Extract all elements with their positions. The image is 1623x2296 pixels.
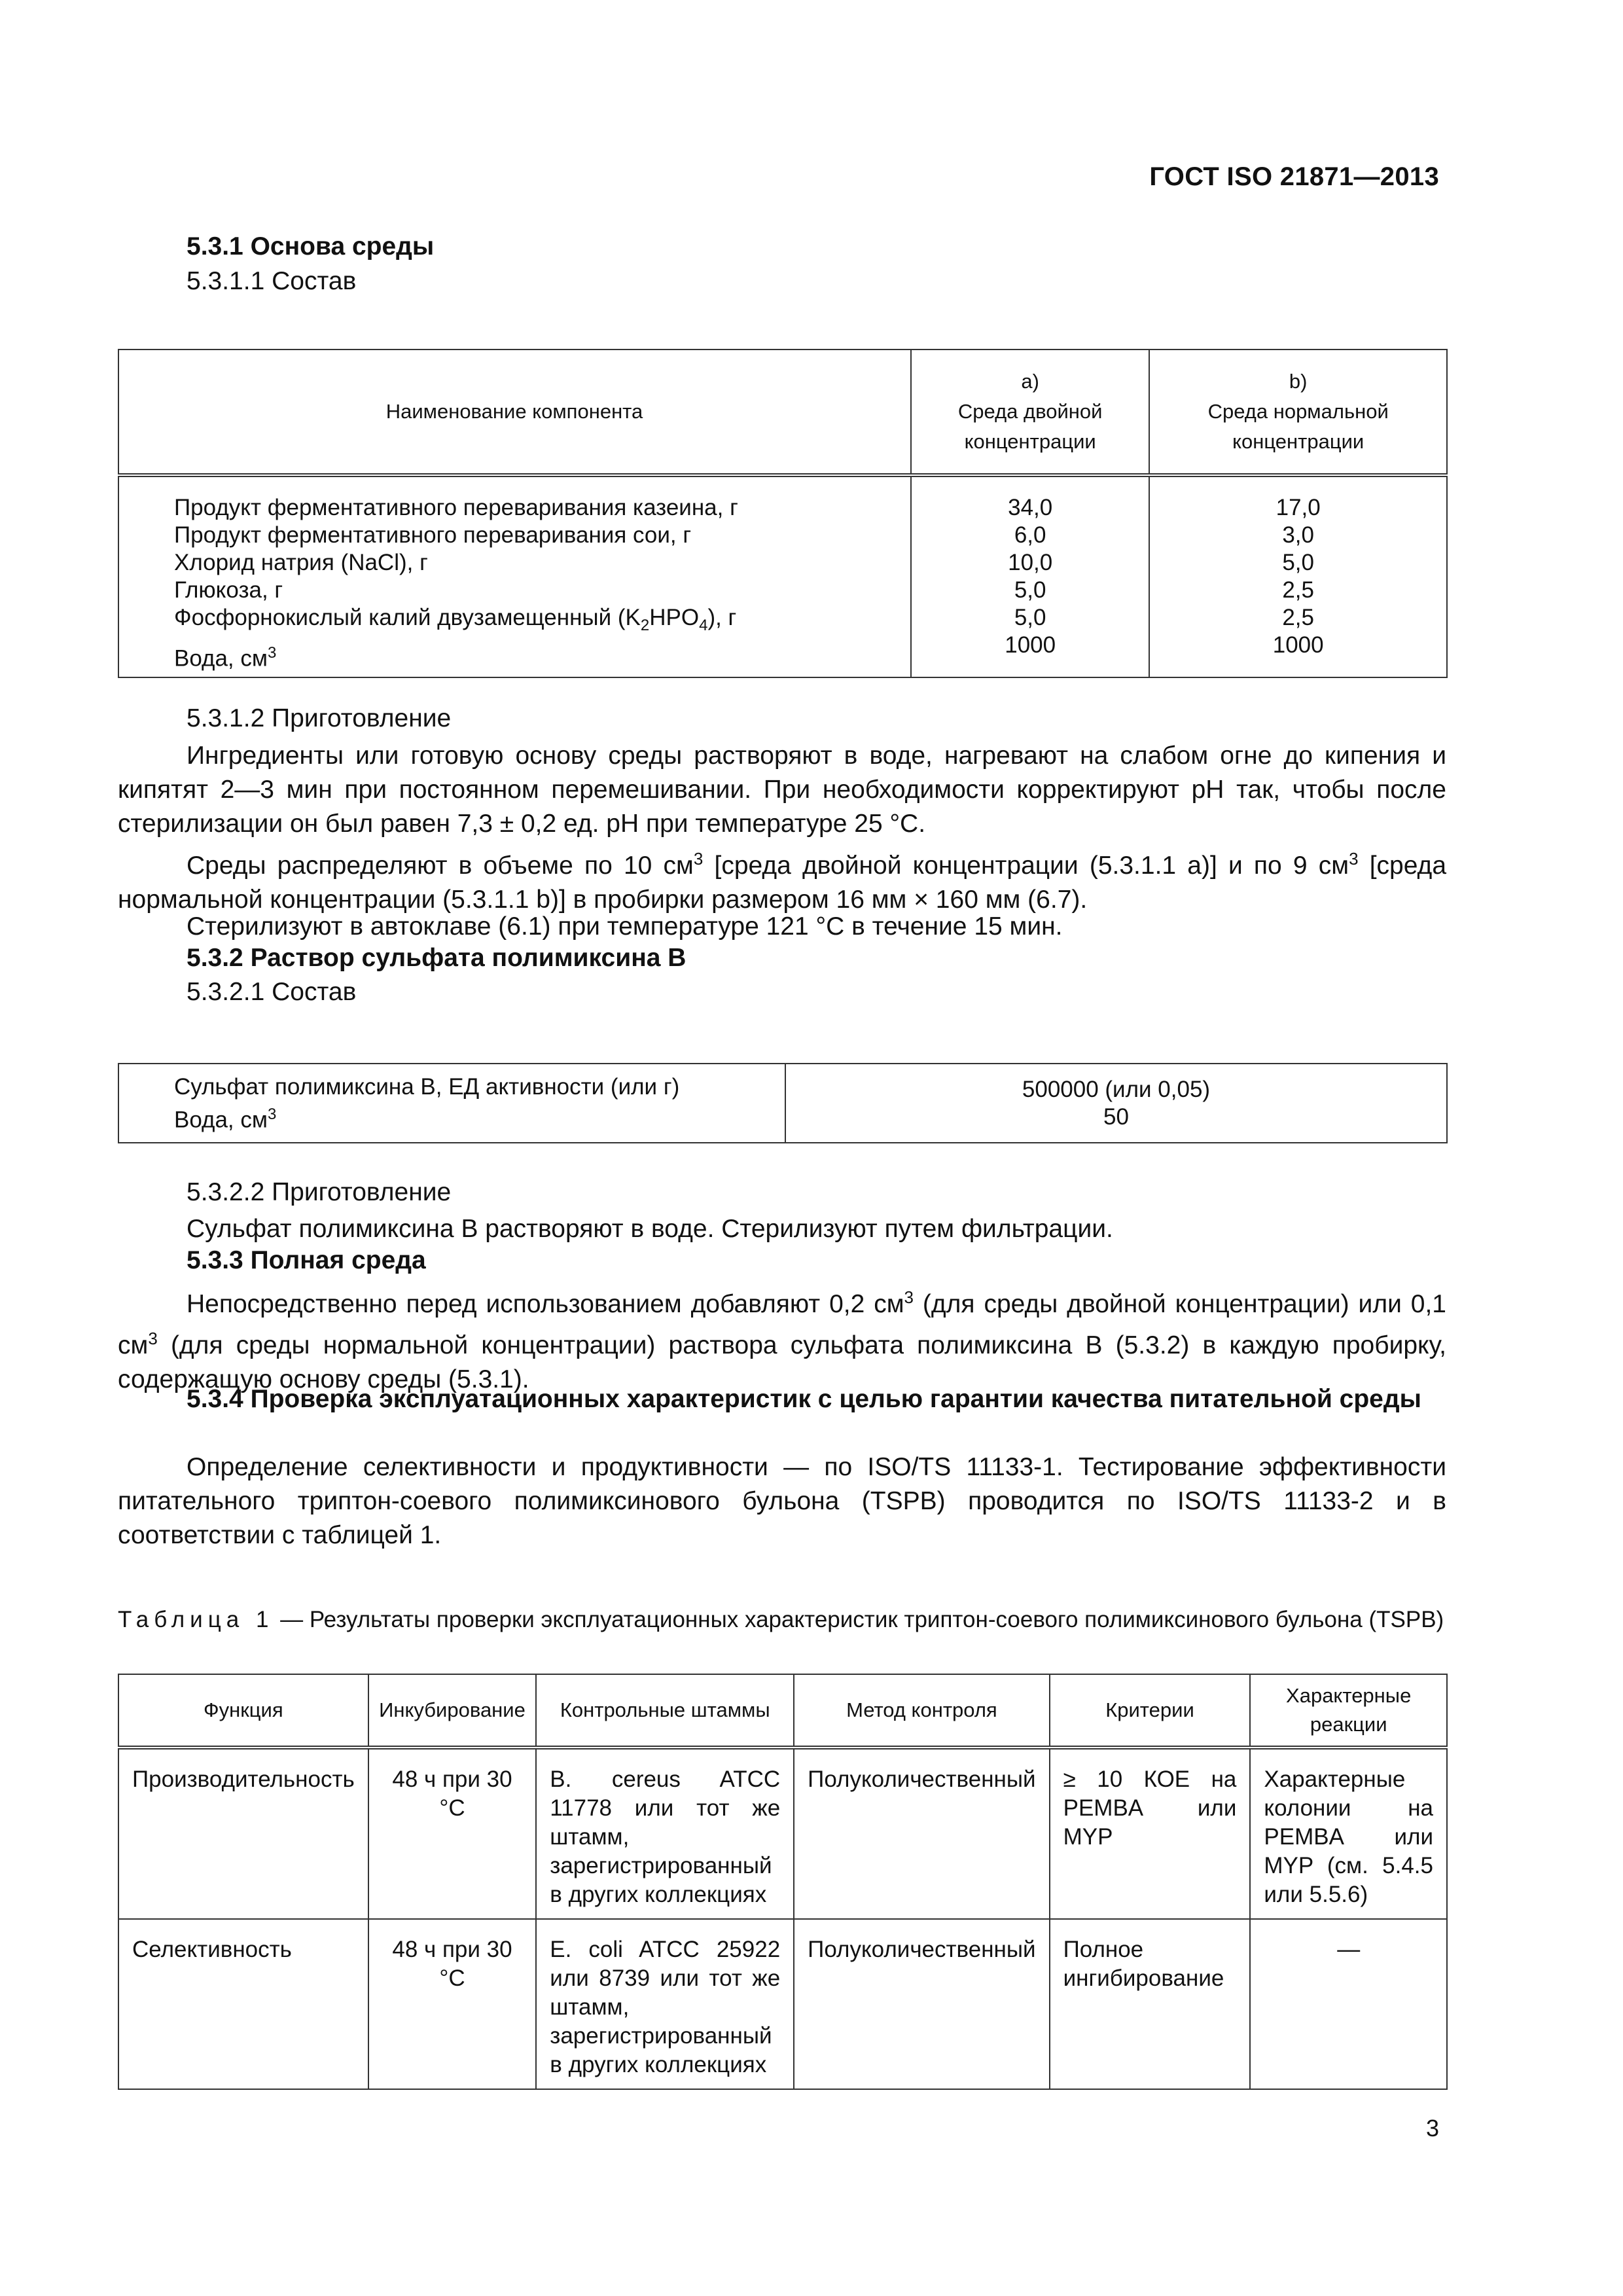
table-cell: 48 ч при 30 °C (368, 1748, 537, 1919)
component-name: Фосфорнокислый калий двузамещенный $(K_2HPO_4)$, г (174, 605, 737, 634)
table-cell: 48 ч при 30 °C (368, 1919, 537, 2089)
subsection-heading-5-3-1-1: 5.3.1.1 Состав (187, 267, 357, 295)
performance-table (118, 1674, 1448, 2090)
polymyxin-table (118, 1063, 1448, 1143)
section-heading-5-3-2: 5.3.2 Раствор сульфата полимиксина В (187, 944, 687, 972)
column-header-strains: Контрольные штаммы (536, 1674, 794, 1748)
table-cell: B. cereus ATCC 11778 или тот же штамм, зарегистрированный в других коллекциях (536, 1748, 794, 1919)
column-header-component: Наименование компонента (118, 350, 911, 475)
table-cell: Производительность (118, 1748, 368, 1919)
section-heading-5-3-1: 5.3.1 Основа среды (187, 232, 435, 260)
column-header-criteria: Критерии (1050, 1674, 1251, 1748)
table-row (118, 1919, 1447, 2089)
column-header-reactions: Характерные реакции (1250, 1674, 1447, 1748)
section-heading-5-3-4: 5.3.4 Проверка эксплуатационных характеристик с целью гарантии качества питательной среды (187, 1385, 1421, 1413)
column-header-incubation: Инкубирование (368, 1674, 537, 1748)
table-row (118, 1748, 1447, 1919)
component-names (118, 475, 911, 677)
table-caption: Таблица 1 — Результаты проверки эксплуатационных характеристик триптон-соевого полимиксинового бульона (TSPB) (118, 1607, 1444, 1632)
component-name: Продукт ферментативного переваривания казеина, г (174, 495, 738, 520)
paragraph-sterilization: Стерилизуют в автоклаве (6.1) при температуре 121 °C в течение 15 мин. (187, 912, 1063, 941)
paragraph-complete-medium: Непосредственно перед использованием добавляют 0,2 $см^3$ (для среды двойной концентрации) или 0,1 $см^3$ (для среды нормальной концентрации) раствора сульфата полимиксина В (5.3.2) в каждую пробирку, содержащую основу среды (5.3.1). (118, 1287, 1446, 1393)
table-row (118, 1064, 1447, 1143)
paragraph-preparation: Ингредиенты или готовую основу среды растворяют в воде, нагревают на слабом огне до кипения и кипятят 2—3 мин при постоянном перемешивании. При необходимости корректируют pH так, чтобы после стерилизации он был равен 7,3 ± 0,2 ед. pH при температуре 25 °C. (118, 742, 1446, 838)
column-header-double: a) Среда двойной концентрации (911, 350, 1149, 475)
paragraph-quality-control: Определение селективности и продуктивности — по ISO/TS 11133-1. Тестирование эффективности питательного триптон-соевого полимиксинового бульона (TSPB) проводится по ISO/TS 11133-2 и в соответствии с таблицей 1. (118, 1453, 1446, 1549)
table-cell: — (1250, 1919, 1447, 2089)
table-cell: E. coli ATCC 25922 или 8739 или тот же штамм, зарегистрированный в других коллекциях (536, 1919, 794, 2089)
polymyxin-values: 500000 (или 0,05) 50 (785, 1064, 1447, 1143)
column-header-function: Функция (118, 1674, 368, 1748)
column-header-method: Метод контроля (794, 1674, 1049, 1748)
composition-table (118, 349, 1448, 678)
table-cell: Характерные колонии на PEMBA или MYP (см. 5.4.5 или 5.5.6) (1250, 1748, 1447, 1919)
page-number: 3 (1425, 2115, 1439, 2142)
component-name: Вода, $см^3$ (174, 644, 277, 672)
subsection-heading-5-3-2-2: 5.3.2.2 Приготовление (187, 1178, 452, 1206)
component-name: Глюкоза, г (174, 577, 283, 603)
polymyxin-components: Сульфат полимиксина В, ЕД активности (или г) Вода, $см^3$ (118, 1064, 785, 1143)
component-name: Хлорид натрия (NaCl), г (174, 550, 428, 575)
section-heading-5-3-3: 5.3.3 Полная среда (187, 1246, 426, 1274)
component-name: Продукт ферментативного переваривания сои, г (174, 522, 692, 548)
table-cell: Селективность (118, 1919, 368, 2089)
table-cell: ≥ 10 КОЕ на PEMBA или MYP (1050, 1748, 1251, 1919)
table-body-row (118, 475, 1447, 677)
table-cell: Полуколичественный (794, 1919, 1049, 2089)
table-cell: Полное ингибирование (1050, 1919, 1251, 2089)
column-header-normal: b) Среда нормальной концентрации (1149, 350, 1447, 475)
double-concentration-values: 34,0 6,0 10,0 5,0 5,0 1000 (911, 475, 1149, 677)
table-cell: Полуколичественный (794, 1748, 1049, 1919)
document-header: ГОСТ ISO 21871—2013 (1149, 162, 1439, 191)
paragraph-polymyxin-preparation: Сульфат полимиксина В растворяют в воде. Стерилизуют путем фильтрации. (187, 1215, 1113, 1243)
normal-concentration-values: 17,0 3,0 5,0 2,5 2,5 1000 (1149, 475, 1447, 677)
subsection-heading-5-3-1-2: 5.3.1.2 Приготовление (187, 704, 452, 732)
table-header-row (118, 1674, 1447, 1748)
subsection-heading-5-3-2-1: 5.3.2.1 Состав (187, 978, 357, 1006)
table-header-row (118, 350, 1447, 475)
paragraph-distribution: Среды распределяют в объеме по 10 $см^3$ [среда двойной концентрации (5.3.1.1 a)] и по 9 $см^3$ [среда нормальной концентрации (5.3.1.1 b)] в пробирки размером 16 мм × 160 мм (6.7). (118, 849, 1447, 914)
